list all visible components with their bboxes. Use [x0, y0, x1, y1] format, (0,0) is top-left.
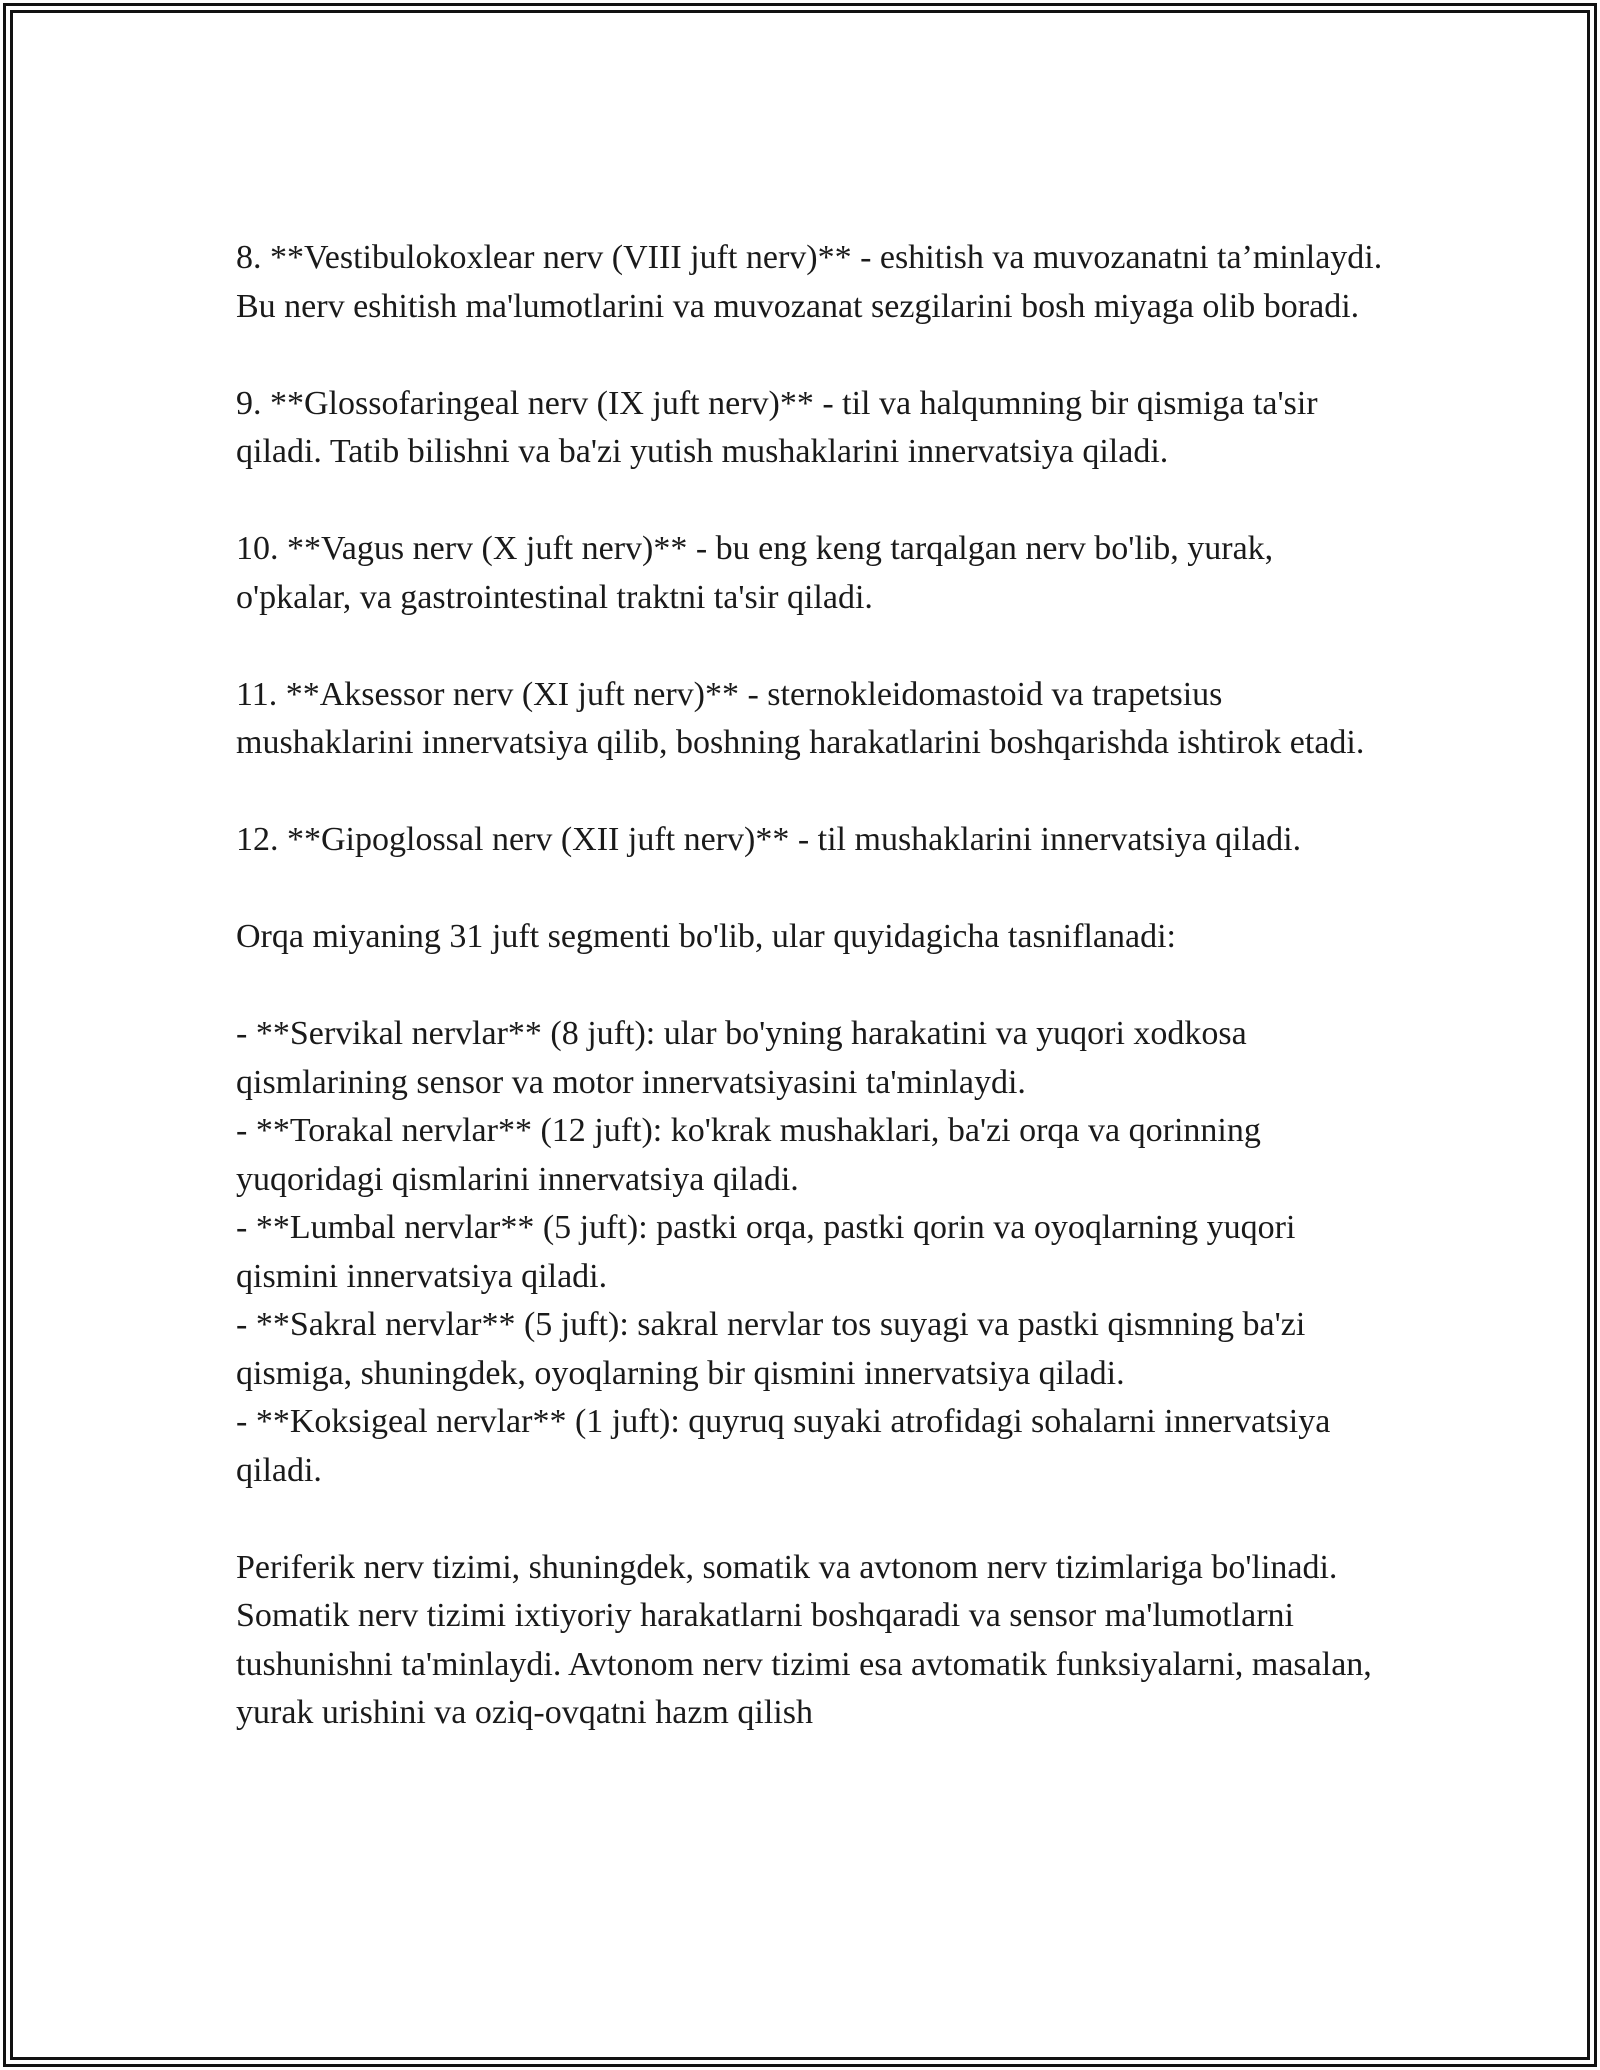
list-item-sacral-nerves: - **Sakral nervlar** (5 juft): sakral nervlar tos suyagi va pastki qismning ba'zi qismiga, shuningdek, oyoqlarning bir qismini innervatsiya qiladi.	[236, 1306, 1306, 1392]
paragraph-peripheral-nervous-system: Periferik nerv tizimi, shuningdek, somatik va avtonom nerv tizimlariga bo'linadi. Somatik nerv tizimi ixtiyoriy harakatlarni boshqaradi va sensor ma'lumotlarni tushunishni ta'minlaydi. Avtonom nerv tizimi esa avtomatik funksiyalarni, masalan, yurak urishini va oziq-ovqatni hazm qilish	[236, 1548, 1372, 1731]
paragraph-hypoglossal-nerve: 12. **Gipoglossal nerv (XII juft nerv)** - til mushaklarini innervatsiya qiladi.	[236, 821, 1302, 858]
list-item-cervical-nerves: - **Servikal nervlar** (8 juft): ular bo'yning harakatini va yuqori xodkosa qismlarining sensor va motor innervatsiyasini ta'minlaydi.	[236, 1015, 1247, 1101]
list-item-thoracic-nerves: - **Torakal nervlar** (12 juft): ko'krak mushaklari, ba'zi orqa va qorinning yuqoridagi qismlarini innervatsiya qiladi.	[236, 1112, 1261, 1198]
paragraph-accessory-nerve: 11. **Aksessor nerv (XI juft nerv)** - sternokleidomastoid va trapetsius mushaklarini innervatsiya qilib, boshning harakatlarini boshqarishda ishtirok etadi.	[236, 675, 1365, 761]
paragraph-vestibulocochlear-nerve: 8. **Vestibulokoxlear nerv (VIII juft nerv)** - eshitish va muvozanatni ta’minlaydi. Bu nerv eshitish ma'lumotlarini va muvozanat sezgilarini bosh miyaga olib boradi.	[236, 239, 1383, 325]
list-item-lumbar-nerves: - **Lumbal nervlar** (5 juft): pastki orqa, pastki qorin va oyoqlarning yuqori qismini innervatsiya qiladi.	[236, 1209, 1296, 1295]
paragraph-vagus-nerve: 10. **Vagus nerv (X juft nerv)** - bu eng keng tarqalgan nerv bo'lib, yurak, o'pkalar, va gastrointestinal traktni ta'sir qiladi.	[236, 530, 1274, 616]
paragraph-spinal-segments-intro: Orqa miyaning 31 juft segmenti bo'lib, ular quyidagicha tasniflanadi:	[236, 918, 1176, 955]
paragraph-glossopharyngeal-nerve: 9. **Glossofaringeal nerv (IX juft nerv)** - til va halqumning bir qismiga ta'sir qiladi. Tatib bilishni va ba'zi yutish mushaklarini innervatsiya qiladi.	[236, 384, 1318, 470]
page-body	[236, 234, 1386, 1786]
spinal-nerves-list	[236, 1010, 1386, 1495]
list-item-coccygeal-nerves: - **Koksigeal nervlar** (1 juft): quyruq suyaki atrofidagi sohalarni innervatsiya qiladi.	[236, 1403, 1331, 1489]
